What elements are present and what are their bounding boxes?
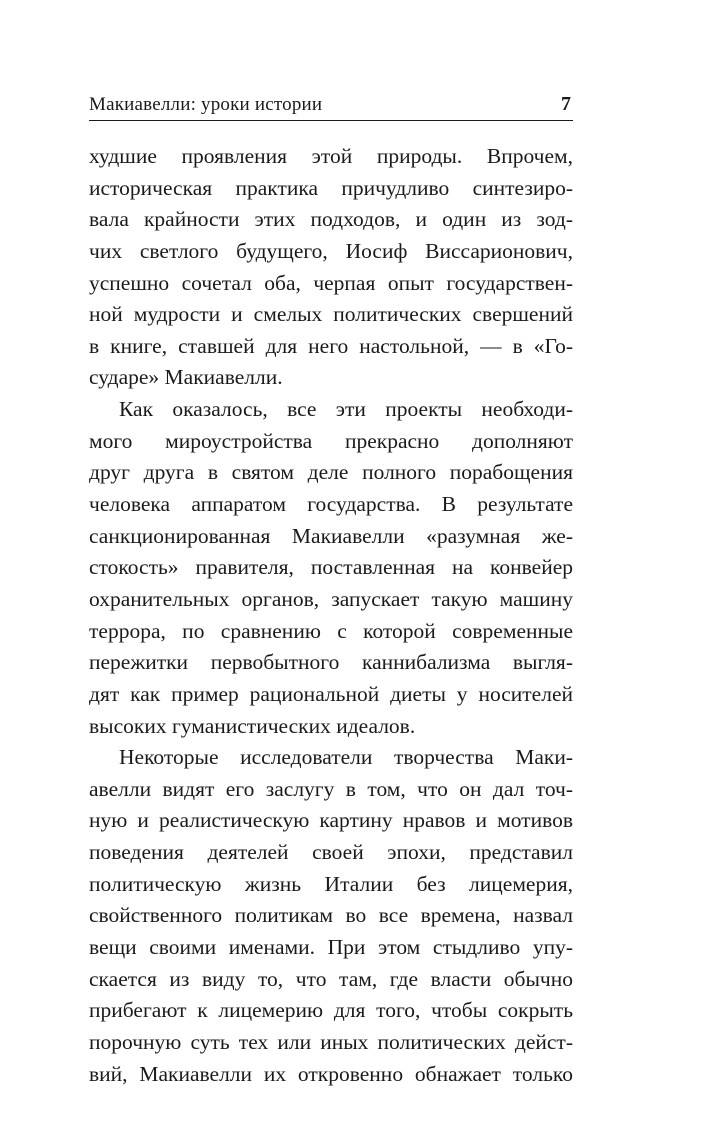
text-line: охранительных органов, запускает такую машину — [89, 586, 573, 611]
running-title: Макиавелли: уроки истории — [89, 94, 323, 115]
text-line: человека аппаратом государства. В результате — [89, 492, 573, 517]
text-line: вещи своими именами. При этом стыдливо упу- — [89, 935, 573, 960]
text-line: в книге, ставшей для него настольной, — в «Го- — [89, 333, 573, 358]
text-line: чих светлого будущего, Иосиф Виссарионович, — [89, 238, 573, 263]
text-line: Некоторые исследователи творчества Маки- — [119, 745, 573, 770]
text-line: авелли видят его заслугу в том, что он дал точ- — [89, 776, 573, 801]
text-line: террора, по сравнению с которой современные — [89, 618, 573, 643]
text-line: друг друга в святом деле полного порабощения — [89, 460, 573, 485]
body-text — [89, 141, 573, 1090]
text-line: Как оказалось, все эти проекты необходи- — [119, 397, 573, 422]
text-line: прибегают к лицемерию для того, чтобы сокрыть — [89, 998, 573, 1023]
text-line: поведения деятелей своей эпохи, представил — [89, 840, 573, 865]
text-line: скается из виду то, что там, где власти обычно — [89, 966, 573, 991]
page-number: 7 — [561, 93, 571, 115]
text-line: стокость» правителя, поставленная на конвейер — [89, 555, 573, 580]
text-line: историческая практика причудливо синтезиро- — [89, 175, 573, 200]
text-line: худшие проявления этой природы. Впрочем, — [89, 144, 573, 168]
text-line: дят как пример рациональной диеты у носителей — [89, 681, 573, 706]
text-line: политическую жизнь Италии без лицемерия, — [89, 871, 573, 896]
text-line: пережитки первобытного каннибализма выгля- — [89, 650, 573, 675]
text-line: успешно сочетал оба, черпая опыт государствен- — [89, 270, 573, 295]
text-line: ной мудрости и смелых политических свершений — [89, 302, 573, 327]
text-line: сударе» Макиавелли. — [89, 365, 283, 390]
text-line: высоких гуманистических идеалов. — [89, 713, 416, 738]
text-line: санкционированная Макиавелли «разумная же- — [89, 523, 573, 548]
running-header — [89, 92, 573, 121]
text-line: ную и реалистическую картину нравов и мотивов — [89, 808, 573, 833]
text-line: вала крайности этих подходов, и один из зод- — [89, 207, 573, 232]
text-line: мого мироустройства прекрасно дополняют — [89, 428, 573, 453]
text-line: порочную суть тех или иных политических дейст- — [89, 1029, 573, 1054]
text-line: вий, Макиавелли их откровенно обнажает только — [89, 1061, 573, 1086]
text-line: свойственного политикам во все времена, назвал — [89, 903, 573, 928]
